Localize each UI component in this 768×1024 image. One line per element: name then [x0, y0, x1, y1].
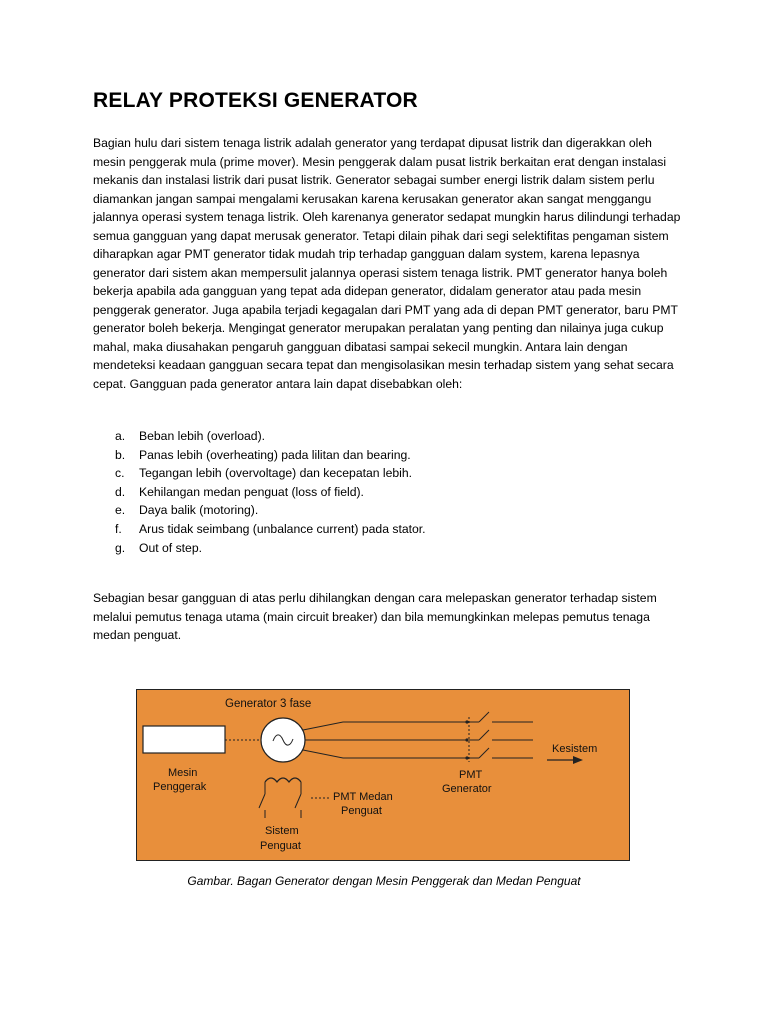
conclusion-paragraph: Sebagian besar gangguan di atas perlu dihilangkan dengan cara melepaskan generator terhadap sistem melalui pemutus tenaga utama (main circuit breaker) dan bila memungkinkan melepas pemutus tenaga medan penguat. [93, 591, 657, 642]
list-item [93, 539, 426, 558]
page-title: RELAY PROTEKSI GENERATOR [93, 89, 418, 112]
pmt-generator-label: Generator [442, 783, 492, 795]
pmt-field-label: Penguat [341, 805, 382, 817]
list-item [93, 446, 426, 465]
pmt-field-label: PMT Medan [333, 791, 393, 803]
exciter-label: Sistem [265, 825, 299, 837]
list-marker: e. [115, 503, 126, 518]
output-label: Kesistem [552, 743, 598, 755]
list-marker: g. [115, 540, 126, 555]
prime-mover-label: Penggerak [153, 781, 207, 793]
generator-label: Generator 3 fase [225, 698, 312, 710]
list-item-text: Panas lebih (overheating) pada lilitan dan bearing. [139, 447, 411, 462]
list-item-text: Out of step. [139, 540, 203, 555]
list-item-text: Kehilangan medan penguat (loss of field). [139, 484, 364, 499]
output-arrow-icon [547, 756, 583, 764]
prime-mover-label: Mesin [168, 767, 198, 779]
pmt-generator-label: PMT [459, 769, 483, 781]
list-item [93, 483, 426, 502]
list-marker: f. [115, 521, 122, 536]
list-item [93, 464, 426, 483]
pmt-generator-switch [479, 712, 533, 758]
list-item-text: Tegangan lebih (overvoltage) dan kecepatan lebih. [139, 466, 413, 481]
list-marker: d. [115, 484, 126, 499]
figure-caption: Gambar. Bagan Generator dengan Mesin Penggerak dan Medan Penguat [187, 874, 581, 888]
exciter-label: Penguat [260, 840, 301, 852]
list-item-text: Beban lebih (overload). [139, 429, 266, 443]
list-marker: b. [115, 447, 126, 462]
list-item [93, 501, 426, 520]
exciter-coil-icon [265, 778, 301, 782]
list-item-text: Daya balik (motoring). [139, 503, 259, 518]
phase-line-3 [303, 750, 467, 758]
diagram-svg [137, 690, 631, 862]
generator-diagram [136, 689, 630, 861]
pmt-field-switch [259, 788, 301, 818]
list-marker: a. [115, 429, 126, 443]
list-item-text: Arus tidak seimbang (unbalance current) pada stator. [139, 521, 426, 536]
list-item [93, 520, 426, 539]
fault-list [93, 427, 426, 557]
prime-mover-box [143, 726, 225, 753]
phase-line-1 [303, 722, 467, 730]
list-marker: c. [115, 466, 125, 481]
intro-paragraph: Bagian hulu dari sistem tenaga listrik adalah generator yang terdapat dipusat listrik dan digerakkan oleh mesin penggerak mula (prime mover). Mesin penggerak dalam pusat listrik berkaitan erat dengan instalasi mekanis dan instalasi listrik dari pusat listrik. Generator sebagai sumber energi listrik dalam sistem perlu diamankan jangan sampai mengalami kerusakan karena kerusakan generator akan sangat menggangu jalannya operasi system tenaga listrik. Oleh karenanya generator sedapat mungkin harus dilindungi terhadap semua gangguan yang dapat merusak generator. Tetapi dilain pihak dari segi selektifitas pengaman sistem diharapkan agar PMT generator tidak mudah trip terhadap gangguan dalam system, karena lepasnya generator dari sistem akan mempersulit jalannya operasi sistem tenaga listrik. PMT generator hanya boleh bekerja apabila ada gangguan yang tepat ada didepan generator, didalam generator atau pada mesin penggerak generator. Juga apabila terjadi kegagalan dari PMT yang ada di depan PMT generator, baru PMT generator boleh bekerja. Mengingat generator merupakan peralatan yang penting dan nilainya juga cukup mahal, maka diusahakan pengaruh gangguan dibatasi sampai sekecil mungkin. Antara lain dengan mendeteksi keadaan gangguan secara tepat dan mengisolasikan mesin terhadap sistem yang sehat secara cepat. Gangguan pada generator antara lain dapat disebabkan oleh: [93, 136, 681, 391]
list-item [93, 427, 426, 446]
